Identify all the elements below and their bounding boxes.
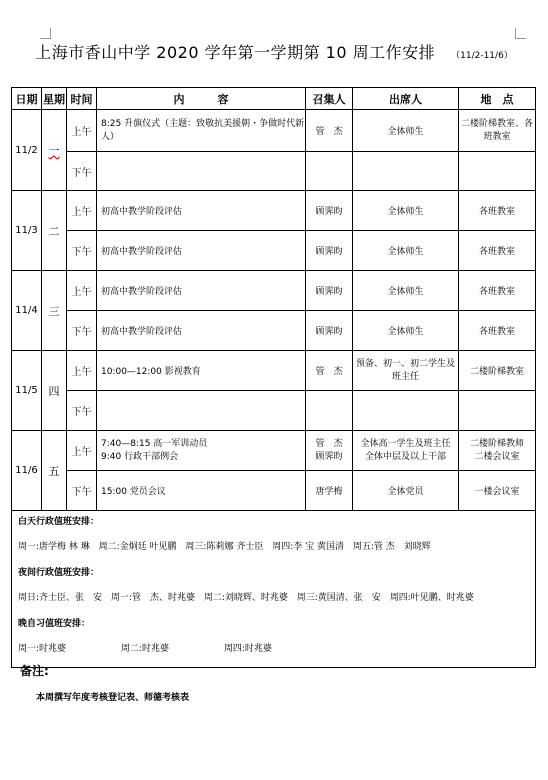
header-weekday: 星期 — [42, 88, 67, 110]
document-title: 上海市香山中学 2020 学年第一学期第 10 周工作安排 — [35, 43, 436, 62]
attendees-cell — [353, 391, 459, 431]
time-cell: 下午 — [67, 231, 97, 271]
duty-entry: 周二:刘晓辉、时兆婆 — [203, 593, 288, 603]
duty-entry: 周四:叶见鹏、时兆婆 — [389, 593, 474, 603]
location-cell — [459, 431, 536, 471]
table-row — [12, 231, 536, 271]
duty-section — [12, 511, 536, 668]
header-content: 内 容 — [97, 88, 306, 110]
day-duty-heading: 白天行政值班安排： — [18, 517, 100, 527]
location-cell: 各班教室 — [459, 271, 536, 311]
attendees-cell: 全体师生 — [353, 231, 459, 271]
date-cell: 11/2 — [12, 110, 42, 191]
location-cell: 一楼会议室 — [459, 471, 536, 511]
weekday-label: 一 — [48, 144, 60, 157]
notes-heading: 备注: — [20, 664, 49, 678]
weekday-cell: 三 — [42, 271, 67, 351]
table-row — [12, 110, 536, 152]
table-row — [12, 271, 536, 311]
weekday-cell — [42, 110, 67, 191]
location-line: 二楼会议室 — [474, 451, 520, 462]
attendees-cell: 全体师生 — [353, 311, 459, 351]
location-cell: 各班教室 — [459, 191, 536, 231]
table-row — [12, 152, 536, 191]
location-cell: 各班教室 — [459, 311, 536, 351]
content-cell: 10:00—12:00 影视教育 — [97, 351, 306, 391]
table-row — [12, 391, 536, 431]
table-row — [12, 471, 536, 511]
convener-cell: 唐学梅 — [306, 471, 353, 511]
location-cell: 二楼阶梯教室、各班教室 — [459, 110, 536, 152]
time-cell: 下午 — [67, 152, 97, 191]
content-cell: 初高中教学阶段评估 — [97, 311, 306, 351]
crop-mark-left — [40, 28, 51, 39]
convener-cell: 顾霁昀 — [306, 311, 353, 351]
header-row — [12, 88, 536, 110]
convener-cell: 管 杰 — [306, 110, 353, 152]
location-cell: 各班教室 — [459, 231, 536, 271]
date-range: （11/2-11/6） — [451, 51, 513, 61]
duty-row — [12, 511, 536, 668]
time-cell: 上午 — [67, 191, 97, 231]
convener-cell: 管 杰 — [306, 351, 353, 391]
location-cell — [459, 152, 536, 191]
duty-entry: 周日:齐士臣、张 安 — [18, 593, 103, 603]
duty-entry: 周三:黄国清、张 安 — [296, 593, 381, 603]
day-duty-line — [18, 539, 529, 552]
attendees-line: 全体中层及以上干部 — [364, 451, 446, 462]
duty-entry: 周四:时兆婆 — [223, 644, 272, 654]
weekday-cell: 二 — [42, 191, 67, 271]
duty-entry: 周一:管 杰、时兆婆 — [110, 593, 195, 603]
convener-cell: 顾霁昀 — [306, 191, 353, 231]
date-cell: 11/3 — [12, 191, 42, 271]
attendees-cell — [353, 152, 459, 191]
time-cell: 下午 — [67, 471, 97, 511]
attendees-cell: 全体党员 — [353, 471, 459, 511]
content-cell: 初高中教学阶段评估 — [97, 231, 306, 271]
content-line: 9:40 行政干部例会 — [101, 451, 179, 462]
content-cell: 15:00 党员会议 — [97, 471, 306, 511]
header-convener: 召集人 — [306, 88, 353, 110]
content-cell: 初高中教学阶段评估 — [97, 191, 306, 231]
attendees-cell: 全体师生 — [353, 110, 459, 152]
header-attendees: 出席人 — [353, 88, 459, 110]
table-row — [12, 311, 536, 351]
location-cell: 二楼阶梯教室 — [459, 351, 536, 391]
date-cell: 11/4 — [12, 271, 42, 351]
convener-line: 顾霁昀 — [315, 451, 343, 462]
time-cell: 上午 — [67, 431, 97, 471]
weekday-cell: 四 — [42, 351, 67, 431]
header-time: 时间 — [67, 88, 97, 110]
convener-cell — [306, 391, 353, 431]
study-duty-heading: 晚自习值班安排： — [18, 619, 91, 629]
header-date: 日期 — [12, 88, 42, 110]
location-line: 二楼阶梯教师 — [469, 438, 524, 449]
weekday-cell: 五 — [42, 431, 67, 511]
duty-entry: 周二:金炯廷 叶见鹏 — [98, 542, 177, 552]
attendees-cell: 预备、初一、初二学生及班主任 — [353, 351, 459, 391]
duty-entry: 周五:管 杰 刘晓辉 — [352, 542, 431, 552]
night-duty-heading: 夜间行政值班安排： — [18, 568, 100, 578]
study-duty-line — [18, 641, 529, 654]
content-cell — [97, 152, 306, 191]
schedule-table — [11, 87, 536, 668]
document-title-row — [0, 40, 548, 63]
table-row — [12, 351, 536, 391]
duty-entry: 周一:唐学梅 林 琳 — [18, 542, 90, 552]
content-cell — [97, 431, 306, 471]
attendees-cell: 全体师生 — [353, 271, 459, 311]
time-cell: 上午 — [67, 110, 97, 152]
duty-entry: 周一:时兆婆 — [18, 644, 67, 654]
attendees-cell: 全体师生 — [353, 191, 459, 231]
date-cell: 11/6 — [12, 431, 42, 511]
notes-text: 本周撰写年度考核登记表、师德考核表 — [36, 693, 190, 703]
location-cell — [459, 391, 536, 431]
content-cell: 8:25 升旗仪式（主题：致敬抗美援朝・争做时代新人） — [97, 110, 306, 152]
duty-entry: 周二:时兆婆 — [120, 644, 169, 654]
table-row — [12, 191, 536, 231]
convener-cell: 顾霁昀 — [306, 271, 353, 311]
content-line: 7:40—8:15 高一军训动员 — [101, 438, 208, 449]
time-cell: 上午 — [67, 271, 97, 311]
header-location: 地 点 — [459, 88, 536, 110]
attendees-cell — [353, 431, 459, 471]
table-row — [12, 431, 536, 471]
night-duty-line — [18, 590, 529, 603]
content-cell — [97, 391, 306, 431]
attendees-line: 全体高一学生及班主任 — [360, 438, 451, 449]
convener-cell — [306, 431, 353, 471]
duty-entry: 周四:李 宝 黄国清 — [272, 542, 344, 552]
time-cell: 下午 — [67, 311, 97, 351]
convener-cell — [306, 152, 353, 191]
time-cell: 上午 — [67, 351, 97, 391]
content-cell: 初高中教学阶段评估 — [97, 271, 306, 311]
duty-entry: 周三:陈莉娜 齐士臣 — [185, 542, 264, 552]
time-cell: 下午 — [67, 391, 97, 431]
date-cell: 11/5 — [12, 351, 42, 431]
convener-cell: 顾霁昀 — [306, 231, 353, 271]
crop-mark-right — [515, 28, 526, 39]
convener-line: 管 杰 — [315, 438, 343, 449]
